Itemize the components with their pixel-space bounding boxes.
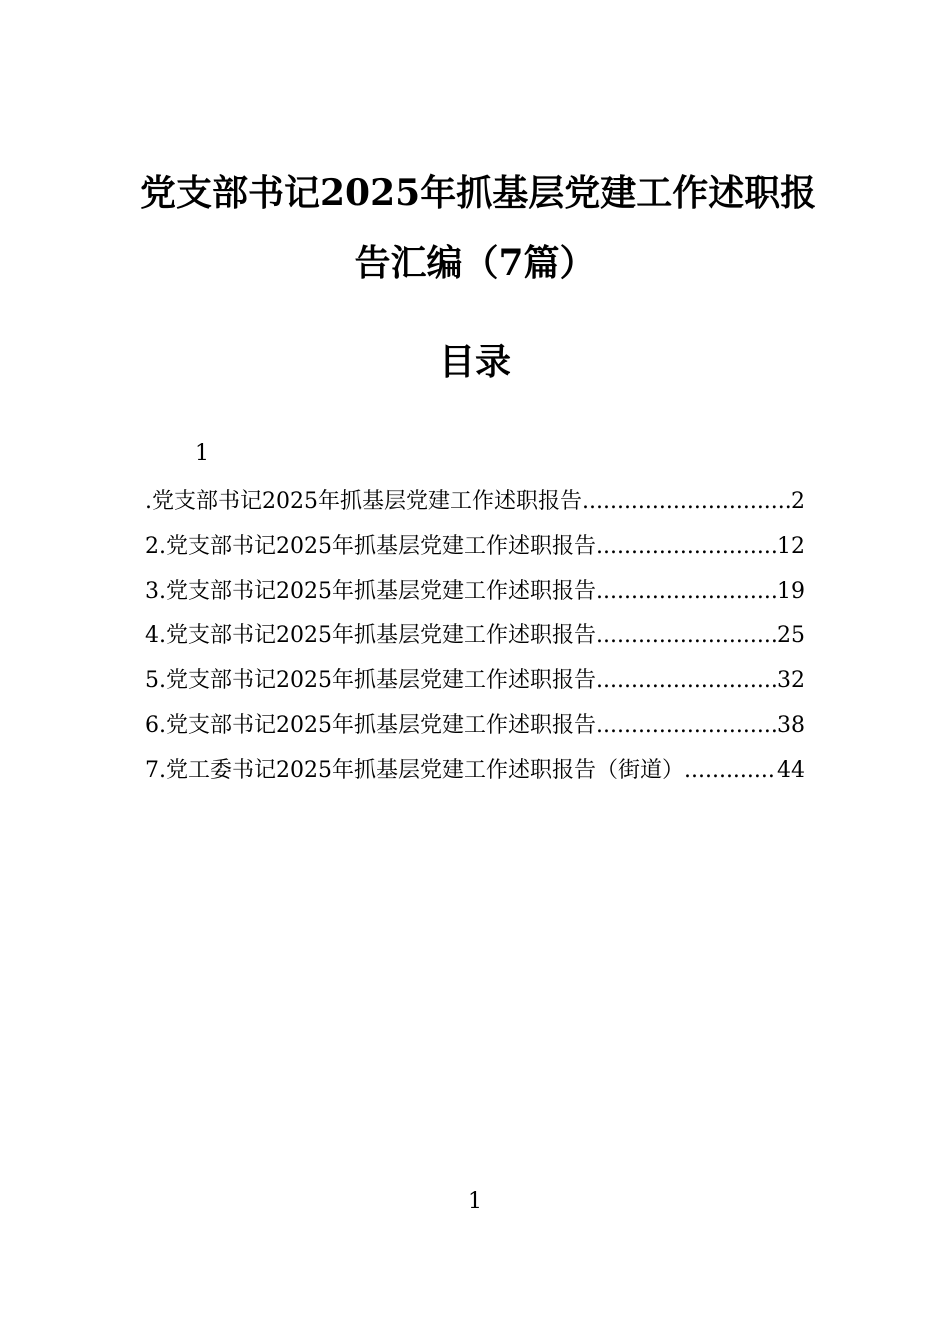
toc-entry-page: 12 (777, 533, 805, 559)
toc-entry-page: 44 (777, 757, 805, 783)
toc-entry-label: .党支部书记2025年抓基层党建工作述职报告 (145, 489, 582, 514)
toc-leader-dots (684, 752, 777, 790)
toc-entry-label: 3.党支部书记2025年抓基层党建工作述职报告 (145, 578, 596, 604)
toc-entry-page: 32 (777, 668, 805, 694)
toc-entry-page: 25 (777, 623, 805, 649)
toc-entry[interactable] (145, 528, 805, 573)
toc-entry-label: 4.党支部书记2025年抓基层党建工作述职报告 (145, 623, 596, 649)
page-number: 1 (468, 1189, 482, 1214)
toc-leader-dots (582, 483, 791, 521)
toc-leader-dots (596, 573, 777, 611)
toc-entry[interactable] (145, 752, 805, 797)
toc-entry-label: 5.党支部书记2025年抓基层党建工作述职报告 (145, 668, 596, 694)
toc-entry-page: 2 (791, 489, 805, 514)
document-title-line-2: 告汇编（7篇） (354, 242, 596, 284)
toc-leader-dots (596, 528, 777, 566)
toc-entry-page: 19 (777, 578, 805, 604)
table-of-contents (145, 483, 805, 797)
toc-entry[interactable] (145, 662, 805, 707)
toc-entry[interactable] (145, 483, 805, 528)
toc-entry-label: 2.党支部书记2025年抓基层党建工作述职报告 (145, 533, 596, 559)
toc-leader-dots (596, 662, 777, 700)
toc-entry[interactable] (145, 573, 805, 618)
toc-stray-number: 1 (195, 441, 209, 466)
toc-entry-label: 6.党支部书记2025年抓基层党建工作述职报告 (145, 712, 596, 738)
toc-heading: 目录 (438, 341, 511, 383)
toc-leader-dots (596, 617, 777, 655)
toc-entry[interactable] (145, 617, 805, 662)
document-title-line-1: 党支部书记2025年抓基层党建工作述职报 (140, 172, 817, 214)
toc-leader-dots (596, 707, 777, 745)
toc-entry-page: 38 (777, 712, 805, 738)
toc-entry[interactable] (145, 707, 805, 752)
toc-entry-label: 7.党工委书记2025年抓基层党建工作述职报告（街道） (145, 757, 684, 783)
